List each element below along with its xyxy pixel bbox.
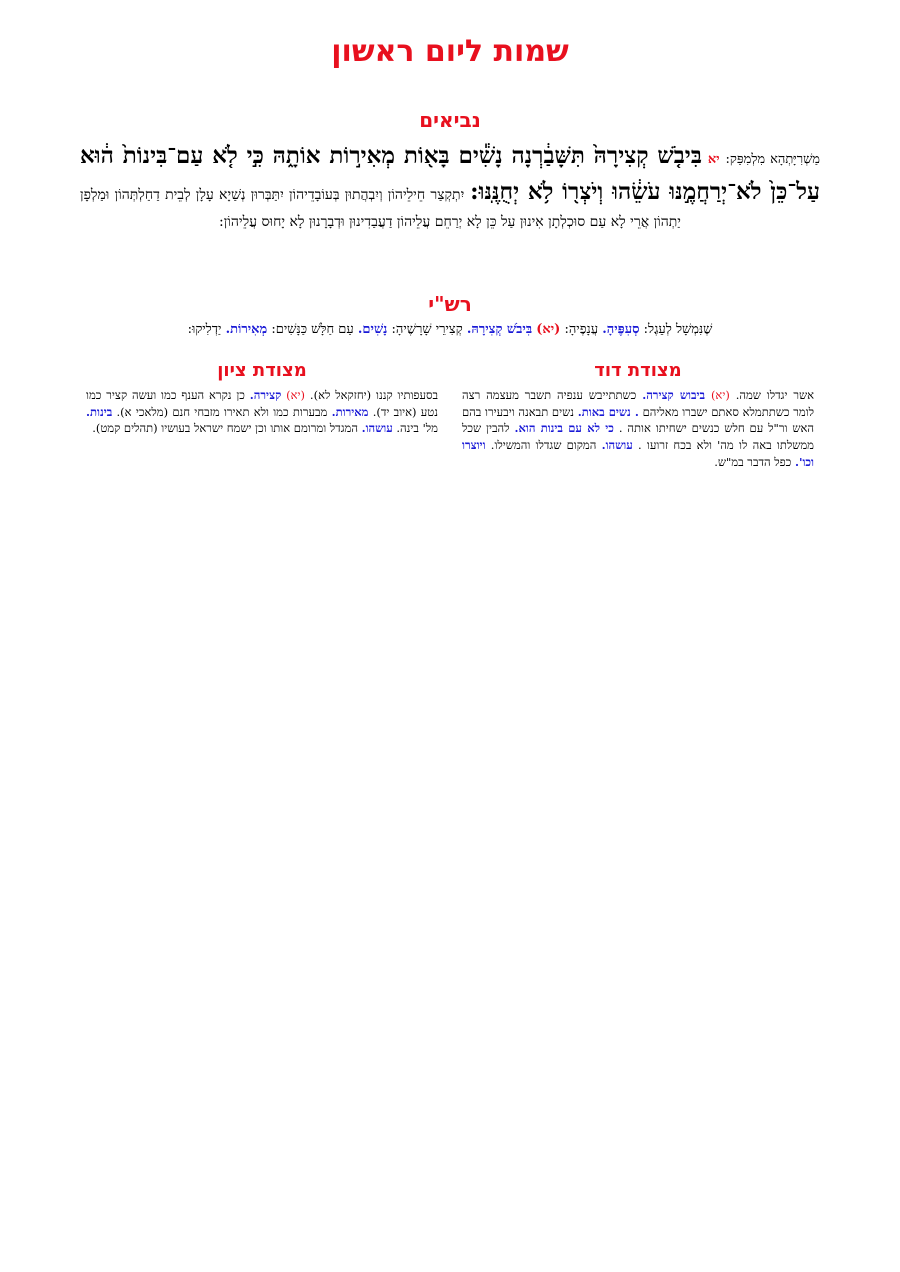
- metzudat-tzion-column: [86, 360, 438, 437]
- md-dibur-hamatchil: ביבוש קצירה.: [642, 388, 706, 402]
- neviim-text: [80, 138, 820, 234]
- neviim-heading: נביאים: [419, 108, 481, 132]
- rashi-part: עֲנָפֶיהָ:: [564, 322, 599, 337]
- rashi-part: שֶׁנִּמְשָׁל לְעֵגֶל:: [643, 322, 713, 337]
- mt-text: בסעפותיו קננו (יחזקאל לא).: [309, 388, 439, 402]
- metzudat-david-heading: מצודת דוד: [594, 360, 682, 381]
- rashi-heading: רש"י: [428, 292, 472, 316]
- source-label: מַשְׁרִיָּתְהָא מִלְמִפַּק:: [725, 152, 820, 167]
- rashi-part: יַדְלִיקוּ:: [187, 322, 222, 337]
- md-text: כשתתייבש ענפיה תשבר מעצמה רצה לומר כשתתמלא סאתם ישברו מאליהם: [462, 388, 815, 419]
- mt-dibur-hamatchil: קצירה.: [249, 388, 282, 402]
- metzudat-david-text: [462, 387, 814, 470]
- rashi-part: עַם חַלָּשׁ כַּנָּשִׁים:: [271, 322, 354, 337]
- rashi-dibur-hamatchil: סְעִפֶּיהָ.: [602, 322, 640, 337]
- rashi-dibur-hamatchil: מְאִירוֹת.: [225, 322, 268, 337]
- md-verse-number: (יא): [710, 388, 730, 402]
- mt-text: כן נקרא הענף כמו ועשה קציר כמו נטע (איוב יד).: [86, 388, 438, 419]
- targum-text: יִתְקְצַר חֵילֵיהוֹן וְיִבְהֲתוּן בְּעוֹבָדֵיהוֹן יִתַּבְּרוּן נְשַׁיָא עָלָן לְבֵית דַחַלְתְּהוֹן וּמַלְפָן יַתְהוֹן אֲרֵי לָא עַם סוּכְלְתָן אִינוּן עַל כֵּן לָא יְרַחֵם עֲלֵיהוֹן דַעֲבַדִינוּן וּדְבָרָנוּן לָא יָחוּס עֲלֵיהוֹן:: [80, 186, 681, 231]
- md-dibur-hamatchil: עושהו.: [601, 438, 633, 453]
- md-dibur-hamatchil: כי לא עם בינות הוא.: [514, 421, 614, 436]
- rashi-text: [80, 320, 820, 340]
- page-title: שמות ליום ראשון: [331, 34, 569, 69]
- mt-dibur-hamatchil: עושהו.: [361, 421, 393, 436]
- mt-dibur-hamatchil: מאירות.: [331, 404, 369, 419]
- md-text: אשר יגדלו שמה.: [735, 388, 815, 402]
- rashi-part: קְצִירֵי שָׁרָשֶׁיהָ:: [391, 322, 463, 337]
- mt-text: המגדל ומרומם אותו וכן ישמח ישראל בעושיו (תהלים קמט).: [92, 421, 358, 436]
- mt-text: מבערות כמו ולא תאירו מזבחי חנם (מלאכי א).: [116, 404, 328, 419]
- md-text: נשים תבאנה ויבעירו בהם האש ור"ל עם חלש כנשים ישחיתו אותה .: [462, 404, 815, 436]
- md-text: להבין שכל ממשלתו באה לו מה' ולא בכח זרועו .: [462, 421, 815, 453]
- md-text: כפל הדבר במ"ש.: [714, 454, 792, 469]
- rashi-dibur-hamatchil: בִּיבֹשׁ קְצִירָהּ.: [466, 322, 533, 337]
- rashi-dibur-hamatchil: נָשִׁים.: [357, 322, 388, 337]
- md-dibur-hamatchil: . נשים באות.: [577, 404, 639, 419]
- mt-text: מל' בינה.: [396, 421, 438, 436]
- mt-verse-number: (יא): [286, 388, 306, 402]
- mt-dibur-hamatchil: בינות.: [86, 404, 113, 419]
- md-dibur-hamatchil: ויוצרו וכו'.: [462, 438, 814, 469]
- metzudat-tzion-heading: מצודת ציון: [217, 360, 307, 381]
- metzudat-tzion-text: [86, 387, 438, 437]
- metzudat-david-column: [462, 360, 814, 470]
- md-text: המקום שגדלו והמשילו.: [490, 438, 597, 453]
- rashi-verse-number: (יא): [536, 322, 561, 337]
- verse-text: בִּיבֹ֤שׁ קְצִירָהּ֙ תִּשָּׁבַ֔רְנָה נָשִׁ֕ים בָּא֖וֹת מְאִיר֣וֹת אוֹתָ֑הּ כִּ֣י לֹ֤א עַם־בִּינוֹת֙ ה֔וּא עַל־כֵּן֙ לֹא־יְרַחֲמֶ֣נּוּ עֹשֵׂ֔הוּ וְיֹצְר֖וֹ לֹ֥א יְחֻנֶּֽנּוּ:: [80, 142, 820, 205]
- verse-number: יא: [707, 152, 720, 167]
